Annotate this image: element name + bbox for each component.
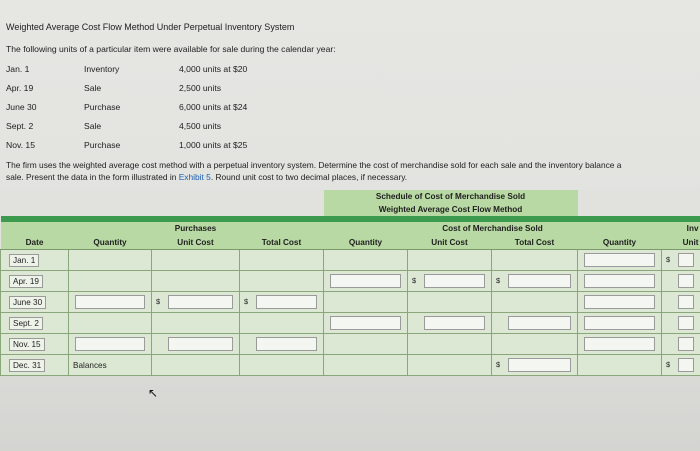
purchases-unit-cost-input[interactable] (168, 295, 233, 309)
cogs-unit-cost-input[interactable] (424, 316, 485, 330)
col-date: Date (1, 235, 69, 250)
purchases-group: Purchases (152, 222, 240, 235)
cell (240, 271, 324, 292)
inventory-quantity-input[interactable] (584, 316, 655, 330)
cell (69, 271, 152, 292)
dollar-sign: $ (244, 297, 249, 306)
cell (69, 250, 152, 271)
cell (492, 292, 578, 313)
inventory-quantity-input[interactable] (584, 337, 655, 351)
instructions-text: sale. Present the data in the form illustrated in (6, 172, 179, 182)
inventory-unit-cost-input[interactable] (678, 316, 694, 330)
cogs-quantity-input[interactable] (330, 316, 401, 330)
dollar-sign: $ (666, 360, 671, 369)
cell (240, 355, 324, 376)
inv-detail: 6,000 units at $24 (179, 102, 248, 112)
row-date (1, 271, 69, 292)
inv-detail: 4,000 units at $20 (179, 64, 248, 74)
schedule-subtitle: Weighted Average Cost Flow Method (324, 203, 578, 216)
purchases-total-cost-input[interactable] (256, 295, 317, 309)
instructions-line-2 (6, 171, 621, 183)
inv-type: Inventory (84, 64, 120, 74)
inv-quantity-cell (578, 313, 662, 334)
purchases-total-cost-input[interactable] (256, 337, 317, 351)
inv-unit-cost-cell (662, 313, 700, 334)
table-row (1, 292, 700, 313)
purchases-quantity-cell (69, 334, 152, 355)
inv-type: Sale (84, 83, 102, 93)
inv-unit-cost-cell (662, 334, 700, 355)
inventory-quantity-input[interactable] (584, 274, 655, 288)
table-row (1, 355, 700, 376)
cell (152, 313, 240, 334)
inventory-unit-cost-input[interactable] (678, 253, 694, 267)
cogs-schedule-table (0, 190, 700, 376)
inv-unit-cost-cell (662, 355, 700, 376)
cell (240, 313, 324, 334)
dollar-sign: $ (666, 255, 671, 264)
row-date (1, 292, 69, 313)
row-date-label: Apr. 19 (9, 275, 43, 288)
inv-date: Apr. 19 (6, 83, 34, 93)
inv-unit-cost-cell (662, 250, 700, 271)
instructions (6, 159, 621, 183)
cell (240, 250, 324, 271)
dollar-sign: $ (496, 276, 501, 285)
instructions-line-1: The firm uses the weighted average cost method with a perpetual inventory system. Determine the cost of merchandise sold for each sale and the inventory balance a (6, 160, 622, 170)
cogs-total-cost-cell (492, 313, 578, 334)
page-title: Weighted Average Cost Flow Method Under Perpetual Inventory System (6, 22, 295, 32)
row-date-label: Sept. 2 (9, 317, 43, 330)
cogs-unit-cost-cell (408, 271, 492, 292)
inv-date: June 30 (6, 102, 37, 112)
cell (408, 250, 492, 271)
inv-detail: 1,000 units at $25 (179, 140, 248, 150)
cogs-total-cost-input[interactable] (508, 316, 571, 330)
exhibit-link[interactable]: Exhibit 5 (178, 172, 211, 182)
schedule-title: Schedule of Cost of Merchandise Sold (324, 190, 578, 203)
row-date (1, 355, 69, 376)
cogs-unit-cost-cell (408, 313, 492, 334)
cogs-total-balance-input[interactable] (508, 358, 571, 372)
row-date-label: Dec. 31 (9, 359, 45, 372)
inv-detail: 2,500 units (179, 83, 222, 93)
table-row (1, 271, 700, 292)
mouse-cursor-icon: ↖ (148, 386, 159, 400)
inventory-unit-cost-input[interactable] (678, 295, 694, 309)
purchases-unit-cost-cell (152, 292, 240, 313)
inventory-unit-cost-input[interactable] (678, 274, 694, 288)
group-header-row (1, 222, 700, 235)
purchases-total-cost-cell (240, 292, 324, 313)
inv-quantity-cell (578, 271, 662, 292)
inv-date: Jan. 1 (6, 64, 30, 74)
cogs-quantity-input[interactable] (330, 274, 401, 288)
inventory-unit-cost-input[interactable] (678, 337, 694, 351)
intro-text: The following units of a particular item were available for sale during the calendar year: (6, 44, 336, 54)
inv-date: Sept. 2 (6, 121, 34, 131)
table-row (1, 250, 700, 271)
cell (408, 355, 492, 376)
inv-type: Purchase (84, 102, 121, 112)
inventory-group: Inv (662, 222, 700, 235)
cogs-quantity-cell (324, 313, 408, 334)
schedule-title-row (1, 190, 700, 203)
purchases-unit-cost-input[interactable] (168, 337, 233, 351)
cell (152, 271, 240, 292)
row-date (1, 250, 69, 271)
cell (152, 355, 240, 376)
row-date-label: June 30 (9, 296, 46, 309)
balances-label: Balances (69, 355, 152, 376)
cell (492, 250, 578, 271)
inv-quantity-cell (578, 250, 662, 271)
cell (324, 355, 408, 376)
row-date-label: Nov. 15 (9, 338, 45, 351)
schedule-subtitle-row (1, 203, 700, 216)
col-purchases-unit-cost: Unit Cost (152, 235, 240, 250)
cogs-group: Cost of Merchandise Sold (408, 222, 578, 235)
purchases-total-cost-cell (240, 334, 324, 355)
inventory-quantity-input[interactable] (584, 295, 655, 309)
inv-quantity-cell (578, 334, 662, 355)
cogs-total-cost-input[interactable] (508, 274, 571, 288)
table-row (1, 313, 700, 334)
col-purchases-total-cost: Total Cost (240, 235, 324, 250)
inv-detail: 4,500 units (179, 121, 222, 131)
purchases-quantity-cell (69, 292, 152, 313)
purchases-unit-cost-cell (152, 334, 240, 355)
cogs-quantity-cell (324, 271, 408, 292)
inv-quantity-cell (578, 292, 662, 313)
dollar-sign: $ (412, 276, 417, 285)
dollar-sign: $ (156, 297, 161, 306)
col-cogs-quantity: Quantity (324, 235, 408, 250)
cell (408, 334, 492, 355)
row-date-label: Jan. 1 (9, 254, 39, 267)
row-date (1, 334, 69, 355)
row-date (1, 313, 69, 334)
column-header-row (1, 235, 700, 250)
cell (324, 250, 408, 271)
col-cogs-unit-cost: Unit Cost (408, 235, 492, 250)
instructions-text-end: . Round unit cost to two decimal places, if necessary. (210, 172, 408, 182)
cell (324, 334, 408, 355)
col-inventory-unit-cost: Unit (662, 235, 700, 250)
col-cogs-total-cost: Total Cost (492, 235, 578, 250)
purchases-quantity-input[interactable] (75, 337, 145, 351)
cell (578, 355, 662, 376)
cell (492, 334, 578, 355)
col-inventory-quantity: Quantity (578, 235, 662, 250)
inv-date: Nov. 15 (6, 140, 35, 150)
inv-unit-cost-cell (662, 271, 700, 292)
dollar-sign: $ (496, 360, 501, 369)
purchases-quantity-input[interactable] (75, 295, 145, 309)
col-purchases-quantity: Quantity (69, 235, 152, 250)
inventory-balance-input[interactable] (678, 358, 694, 372)
cogs-total-cost-cell (492, 355, 578, 376)
cell (152, 250, 240, 271)
cell (408, 292, 492, 313)
inventory-quantity-input[interactable] (584, 253, 655, 267)
inv-unit-cost-cell (662, 292, 700, 313)
cogs-unit-cost-input[interactable] (424, 274, 485, 288)
inv-type: Sale (84, 121, 102, 131)
cell (69, 313, 152, 334)
cogs-total-cost-cell (492, 271, 578, 292)
inv-type: Purchase (84, 140, 121, 150)
cell (324, 292, 408, 313)
table-row (1, 334, 700, 355)
